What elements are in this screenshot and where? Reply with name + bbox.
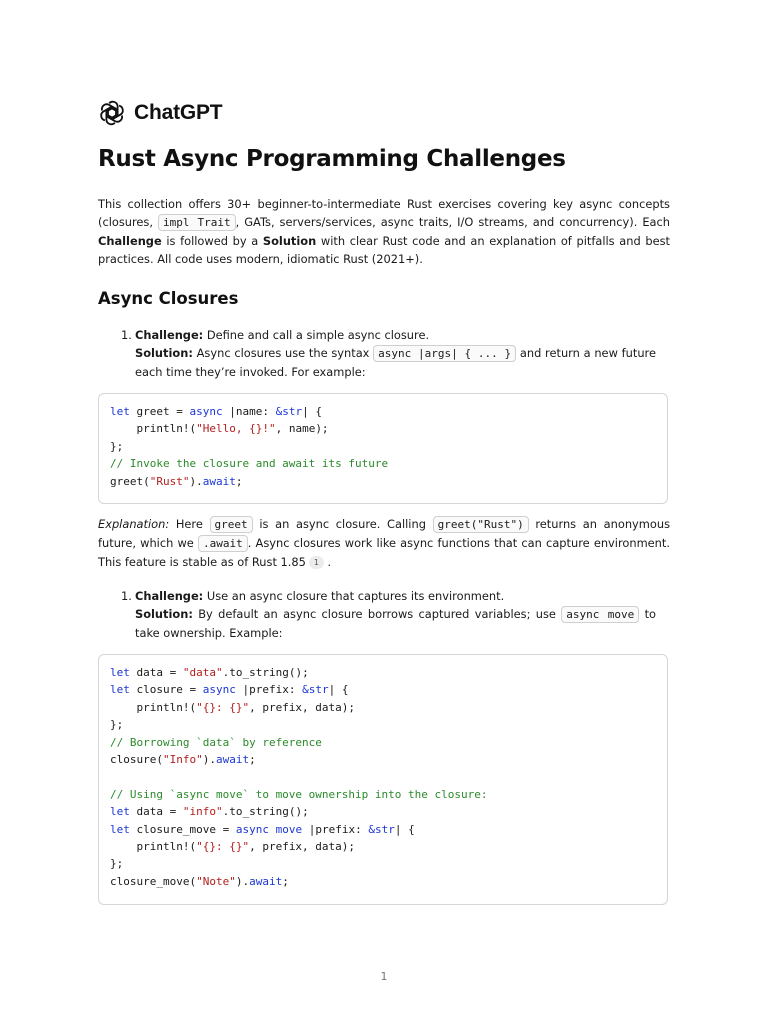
intro-bold: Challenge [98, 234, 162, 248]
code-text: greet( [110, 474, 150, 488]
solution-label: Solution: [135, 607, 193, 621]
code-text: ; [235, 474, 243, 488]
code-text: ; [249, 753, 256, 767]
code-text: ). [189, 474, 203, 488]
inline-code: impl Trait [158, 214, 236, 231]
code-text: .to_string(); [222, 805, 309, 819]
code-text: , name); [275, 422, 329, 436]
code-text: closure( [110, 753, 163, 767]
code-text: | { [394, 822, 415, 836]
code-keyword: await [202, 474, 236, 488]
list-item-body [135, 326, 656, 381]
code-string: "{}: {}" [196, 840, 250, 854]
intro-text: with clear Rust code and an explanation of pitfalls and best practices. All code uses modern, idiomatic Rust (2021+). [98, 234, 670, 266]
code-keyword: move [275, 822, 303, 836]
section-heading: Async Closures [98, 289, 239, 308]
intro-bold: Solution [262, 234, 317, 248]
code-keyword: & [302, 683, 309, 697]
code-block [98, 393, 668, 504]
code-text: , prefix, data); [249, 840, 356, 854]
explanation-label: Explanation: [98, 517, 170, 531]
list-item [121, 326, 656, 381]
code-text: data = [129, 805, 183, 819]
code-text: closure_move( [110, 874, 197, 888]
code-text: ). [235, 874, 250, 888]
inline-code: async move [561, 606, 639, 623]
code-text: closure = [129, 683, 203, 697]
code-text: |name: [222, 405, 276, 418]
explanation-text: . [323, 555, 332, 569]
code-string: "Hello, {}!" [196, 422, 276, 436]
code-string: "Info" [162, 753, 203, 767]
code-string: "{}: {}" [196, 700, 250, 714]
challenge-text: Define and call a simple async closure. [203, 328, 430, 342]
code-comment: // Invoke the closure and await its future [110, 457, 389, 471]
code-text: |prefix: [302, 822, 369, 836]
solution-text: Async closures use the syntax [192, 346, 374, 360]
code-text: closure_move = [129, 822, 236, 836]
code-keyword: await [249, 874, 283, 888]
brand-logo [98, 98, 222, 128]
solution-text: By default an async closure borrows captured variables; use [192, 607, 562, 621]
code-keyword: async [189, 405, 223, 418]
code-keyword: str [308, 683, 329, 697]
code-text: println!( [110, 422, 197, 436]
code-text: | { [328, 683, 349, 697]
code-keyword: let [110, 822, 130, 836]
intro-text: This collection offers 30+ beginner-to-intermediate Rust exercises covering key async concepts (closures, [98, 197, 670, 229]
challenge-text: Use an async closure that captures its environment. [203, 589, 505, 603]
code-keyword: let [110, 666, 130, 679]
page-number: 1 [380, 970, 388, 983]
intro-text: , GATs, servers/services, async traits, I/O streams, and concurrency). Each [235, 215, 670, 229]
inline-code: async |args| { ... } [373, 345, 516, 362]
code-text: println!( [110, 700, 197, 714]
explanation-text: Here [169, 517, 210, 531]
inline-code: .await [198, 535, 248, 552]
solution-label: Solution: [135, 346, 193, 360]
solution-text: and return a new future each time they’re invoked. For example: [135, 346, 656, 379]
inline-code: greet [210, 516, 253, 533]
code-text: }; [110, 718, 124, 732]
explanation-text: returns an anonymous future, which we [98, 517, 670, 550]
inline-code: greet("Rust") [433, 516, 529, 533]
challenge-label: Challenge: [135, 589, 204, 603]
list-item-body [135, 587, 656, 642]
code-keyword: async [202, 683, 236, 697]
chatgpt-logo-icon [98, 99, 126, 127]
code-keyword: let [110, 405, 130, 418]
intro-paragraph [98, 195, 670, 268]
challenge-label: Challenge: [135, 328, 204, 342]
list-item [121, 587, 656, 642]
explanation-text: is an async closure. Calling [252, 517, 433, 531]
solution-text: to take ownership. Example: [135, 607, 657, 640]
code-string: "Note" [196, 874, 236, 888]
code-block [98, 654, 668, 905]
code-keyword: let [110, 805, 130, 819]
code-keyword: & [275, 405, 283, 418]
code-text: println!( [110, 840, 197, 854]
list-number: 1. [121, 589, 132, 603]
code-string: "data" [182, 666, 223, 679]
code-text: |prefix: [235, 683, 303, 697]
code-text: ; [282, 874, 289, 888]
code-keyword: await [215, 753, 250, 767]
code-keyword: & [368, 822, 375, 836]
code-comment: // Borrowing `data` by reference [110, 735, 322, 749]
code-text: }; [110, 439, 124, 453]
code-text: data = [129, 666, 183, 679]
code-text: greet = [129, 405, 190, 418]
code-keyword: str [282, 405, 303, 418]
code-text: , prefix, data); [249, 700, 356, 714]
brand-name: ChatGPT [134, 101, 223, 124]
explanation-text: . Async closures work like async functions that can capture environment. This feature is stable as of Rust 1.85 [98, 536, 670, 569]
code-keyword: let [110, 683, 130, 697]
code-string: "Rust" [149, 474, 190, 488]
code-text: }; [110, 857, 124, 871]
code-text: ). [202, 753, 216, 767]
code-keyword: async [235, 822, 269, 836]
footnote-badge[interactable]: 1 [309, 556, 324, 569]
explanation-paragraph [98, 515, 670, 571]
code-comment: // Using `async move` to move ownership into the closure: [110, 787, 488, 801]
intro-text: is followed by a [161, 234, 263, 248]
list-number: 1. [121, 328, 132, 342]
code-text: .to_string(); [222, 666, 309, 679]
page-title: Rust Async Programming Challenges [98, 146, 566, 172]
code-text: | { [302, 405, 322, 418]
code-string: "info" [182, 805, 223, 819]
code-text [269, 823, 276, 836]
code-keyword: str [374, 822, 395, 836]
